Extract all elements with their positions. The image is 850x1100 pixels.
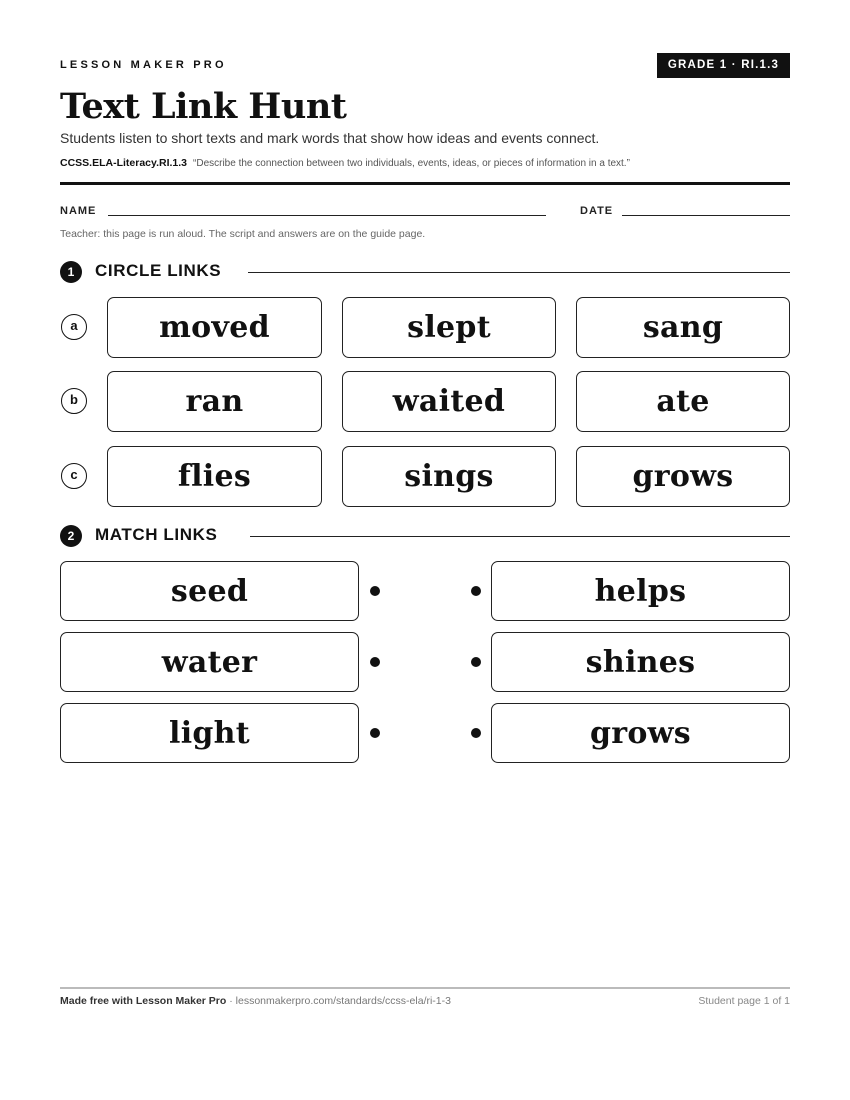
footer-credit xyxy=(60,995,451,1007)
standard-quote: “Describe the connection between two individuals, events, ideas, or pieces of information in a text.” xyxy=(193,158,630,169)
match-dot-right[interactable] xyxy=(471,728,481,738)
name-field[interactable] xyxy=(108,215,546,216)
match-dot-left[interactable] xyxy=(370,728,380,738)
word-card[interactable]: grows xyxy=(576,446,790,507)
brand-name: LESSON MAKER PRO xyxy=(60,59,227,71)
section-title: CIRCLE LINKS xyxy=(95,261,222,280)
match-dot-left[interactable] xyxy=(370,657,380,667)
teacher-note: Teacher: this page is run aloud. The script and answers are on the guide page. xyxy=(60,228,426,240)
footer-separator: · xyxy=(226,995,236,1007)
standard-line xyxy=(60,157,630,169)
row-letter-c: c xyxy=(61,463,87,489)
header-divider xyxy=(60,182,790,185)
footer-page-number: Student page 1 of 1 xyxy=(698,995,790,1007)
section-title: MATCH LINKS xyxy=(95,525,218,544)
match-dot-right[interactable] xyxy=(471,586,481,596)
match-dot-left[interactable] xyxy=(370,586,380,596)
grade-badge: GRADE 1 · RI.1.3 xyxy=(657,53,790,78)
row-letter-b: b xyxy=(61,388,87,414)
standard-code: CCSS.ELA-Literacy.RI.1.3 xyxy=(60,157,188,169)
section-2-header xyxy=(60,524,790,548)
section-1-header xyxy=(60,260,790,284)
word-card[interactable]: sings xyxy=(342,446,556,507)
page-title: Text Link Hunt xyxy=(60,86,347,127)
date-label: DATE xyxy=(580,205,614,217)
match-right-card[interactable]: grows xyxy=(491,703,790,763)
match-right-card[interactable]: shines xyxy=(491,632,790,692)
match-dot-right[interactable] xyxy=(471,657,481,667)
match-right-card[interactable]: helps xyxy=(491,561,790,621)
word-card[interactable]: ate xyxy=(576,371,790,432)
page-subtitle: Students listen to short texts and mark words that show how ideas and events connect. xyxy=(60,130,600,146)
section-number-badge: 2 xyxy=(60,525,82,547)
match-left-card[interactable]: water xyxy=(60,632,359,692)
word-card[interactable]: waited xyxy=(342,371,556,432)
date-field[interactable] xyxy=(622,215,790,216)
word-card[interactable]: ran xyxy=(107,371,322,432)
footer-divider xyxy=(60,987,790,989)
word-card[interactable]: sang xyxy=(576,297,790,358)
section-divider xyxy=(248,272,790,273)
section-divider xyxy=(250,536,790,537)
section-number-badge: 1 xyxy=(60,261,82,283)
word-card[interactable]: slept xyxy=(342,297,556,358)
match-left-card[interactable]: light xyxy=(60,703,359,763)
row-letter-a: a xyxy=(61,314,87,340)
footer-made-with: Made free with Lesson Maker Pro xyxy=(60,995,227,1007)
name-label: NAME xyxy=(60,205,97,217)
word-card[interactable]: moved xyxy=(107,297,322,358)
footer-url[interactable]: lessonmakerpro.com/standards/ccss-ela/ri-1-3 xyxy=(235,995,451,1007)
word-card[interactable]: flies xyxy=(107,446,322,507)
match-left-card[interactable]: seed xyxy=(60,561,359,621)
